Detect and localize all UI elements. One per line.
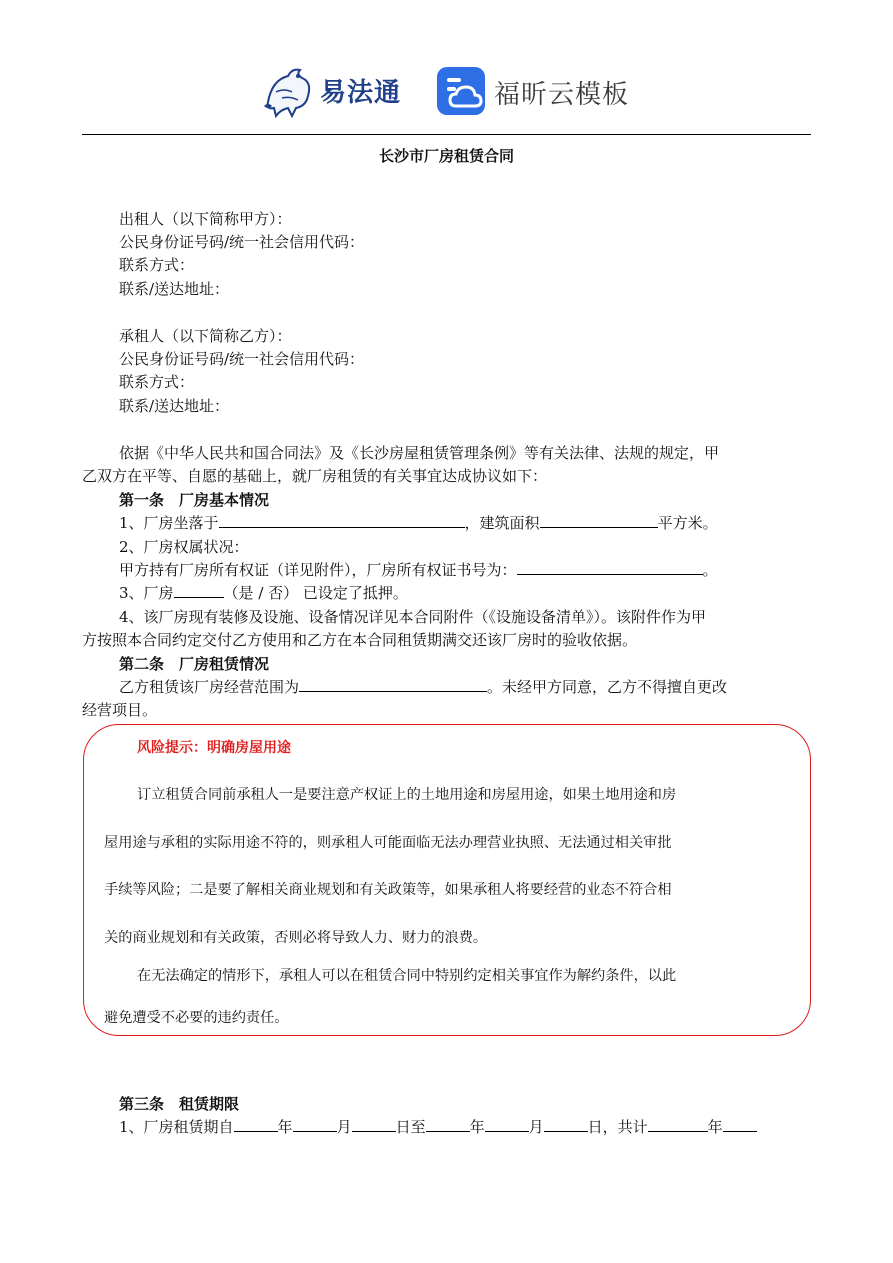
risk-notice-title: 风险提示：明确房屋用途 (137, 740, 291, 756)
yifatong-logo (262, 62, 412, 118)
article1-item1-text-c: 平方米。 (657, 514, 718, 532)
risk-notice-line-4: 关的商业规划和有关政策，否则必将导致人力、财力的浪费。 (104, 930, 488, 946)
qilin-icon (262, 62, 320, 118)
start-month-blank (293, 1116, 337, 1132)
risk-notice-line-6: 避免遭受不必要的违约责任。 (104, 1010, 289, 1026)
foxit-logo (436, 66, 636, 118)
article1-item2-detail (82, 559, 848, 582)
article2-line1 (82, 676, 848, 699)
article1-heading: 第一条 厂房基本情况 (119, 491, 270, 509)
area-blank (540, 512, 658, 528)
foxit-cloud-icon (436, 66, 486, 116)
total-months-blank (723, 1116, 757, 1132)
article3-line1 (82, 1116, 848, 1139)
brand2-name: 福昕云模板 (494, 80, 630, 110)
end-day-blank (544, 1116, 588, 1132)
article1-item1 (82, 512, 848, 535)
intro-line-1: 依据《中华人民共和国合同法》及《长沙房屋租赁管理条例》等有关法律、法规的规定，甲 (119, 444, 720, 462)
lessee-id-line: 公民身份证号码/统一社会信用代码： (119, 350, 365, 368)
article2-heading: 第二条 厂房租赁情况 (119, 655, 270, 673)
end-year-label: 年 (469, 1118, 485, 1136)
end-month-label: 月 (528, 1118, 544, 1136)
document-title: 长沙市厂房租赁合同 (378, 147, 514, 165)
lessor-address-line: 联系/送达地址： (119, 280, 230, 298)
certificate-text: 甲方持有厂房所有权证（详见附件），厂房所有权证书号为： (119, 561, 517, 579)
article1-item4-line2: 方按照本合同约定交付乙方使用和乙方在本合同租赁期满交还该厂房时的验收依据。 (82, 631, 638, 649)
header-rule (82, 134, 811, 135)
article1-item1-text-b: ，建筑面积 (464, 514, 540, 532)
start-year-label: 年 (277, 1118, 293, 1136)
risk-notice-line-2: 屋用途与承租的实际用途不符的，则承租人可能面临无法办理营业执照、无法通过相关审批 (104, 835, 672, 851)
lessor-name-line: 出租人（以下简称甲方）： (119, 210, 292, 228)
lease-term-text: 1、厂房租赁期自 (119, 1118, 234, 1136)
risk-notice-line-1: 订立租赁合同前承租人一是要注意产权证上的土地用途和房屋用途，如果土地用途和房 (137, 787, 677, 803)
certificate-end: 。 (702, 561, 718, 579)
lessor-id-line: 公民身份证号码/统一社会信用代码： (119, 233, 365, 251)
start-month-label: 月 (336, 1118, 352, 1136)
end-year-blank (426, 1116, 470, 1132)
lessee-name-line: 承租人（以下简称乙方）： (119, 327, 292, 345)
business-scope-blank (299, 676, 487, 692)
lessor-contact-line: 联系方式： (119, 256, 195, 274)
lessee-address-line: 联系/送达地址： (119, 397, 230, 415)
article1-item4-line1: 4、该厂房现有装修及设施、设备情况详见本合同附件（《设施设备清单》）。该附件作为甲 (119, 608, 707, 626)
article3-heading: 第三条 租赁期限 (119, 1095, 240, 1113)
total-years-label: 年 (707, 1118, 723, 1136)
business-scope-text-b: 。未经甲方同意，乙方不得擅自更改 (487, 678, 728, 696)
end-month-blank (485, 1116, 529, 1132)
risk-notice-line-5: 在无法确定的情形下，承租人可以在租赁合同中特别约定相关事宜作为解约条件，以此 (137, 968, 677, 984)
article1-item3 (82, 582, 848, 605)
location-blank (219, 512, 465, 528)
article1-item3-text-a: 3、厂房 (119, 584, 174, 602)
risk-notice-line-3: 手续等风险；二是要了解相关商业规划和有关政策等，如果承租人将要经营的业态不符合相 (104, 882, 672, 898)
header-logos (0, 60, 893, 122)
start-day-label: 日至 (395, 1118, 426, 1136)
article2-line2: 经营项目。 (82, 701, 158, 719)
intro-line-2: 乙双方在平等、自愿的基础上，就厂房租赁的有关事宜达成协议如下： (82, 467, 548, 485)
end-day-label: 日，共计 (587, 1118, 648, 1136)
start-year-blank (234, 1116, 278, 1132)
certificate-number-blank (517, 559, 703, 575)
total-years-blank (648, 1116, 708, 1132)
business-scope-text: 乙方租赁该厂房经营范围为 (119, 678, 300, 696)
lessee-contact-line: 联系方式： (119, 373, 195, 391)
article1-item3-text-b: （是 / 否） 已设定了抵押。 (223, 584, 408, 602)
article1-item1-text-a: 1、厂房坐落于 (119, 514, 219, 532)
mortgage-blank (174, 582, 224, 598)
start-day-blank (352, 1116, 396, 1132)
brand1-name: 易法通 (320, 78, 402, 108)
article1-item2: 2、厂房权属状况： (119, 538, 249, 556)
